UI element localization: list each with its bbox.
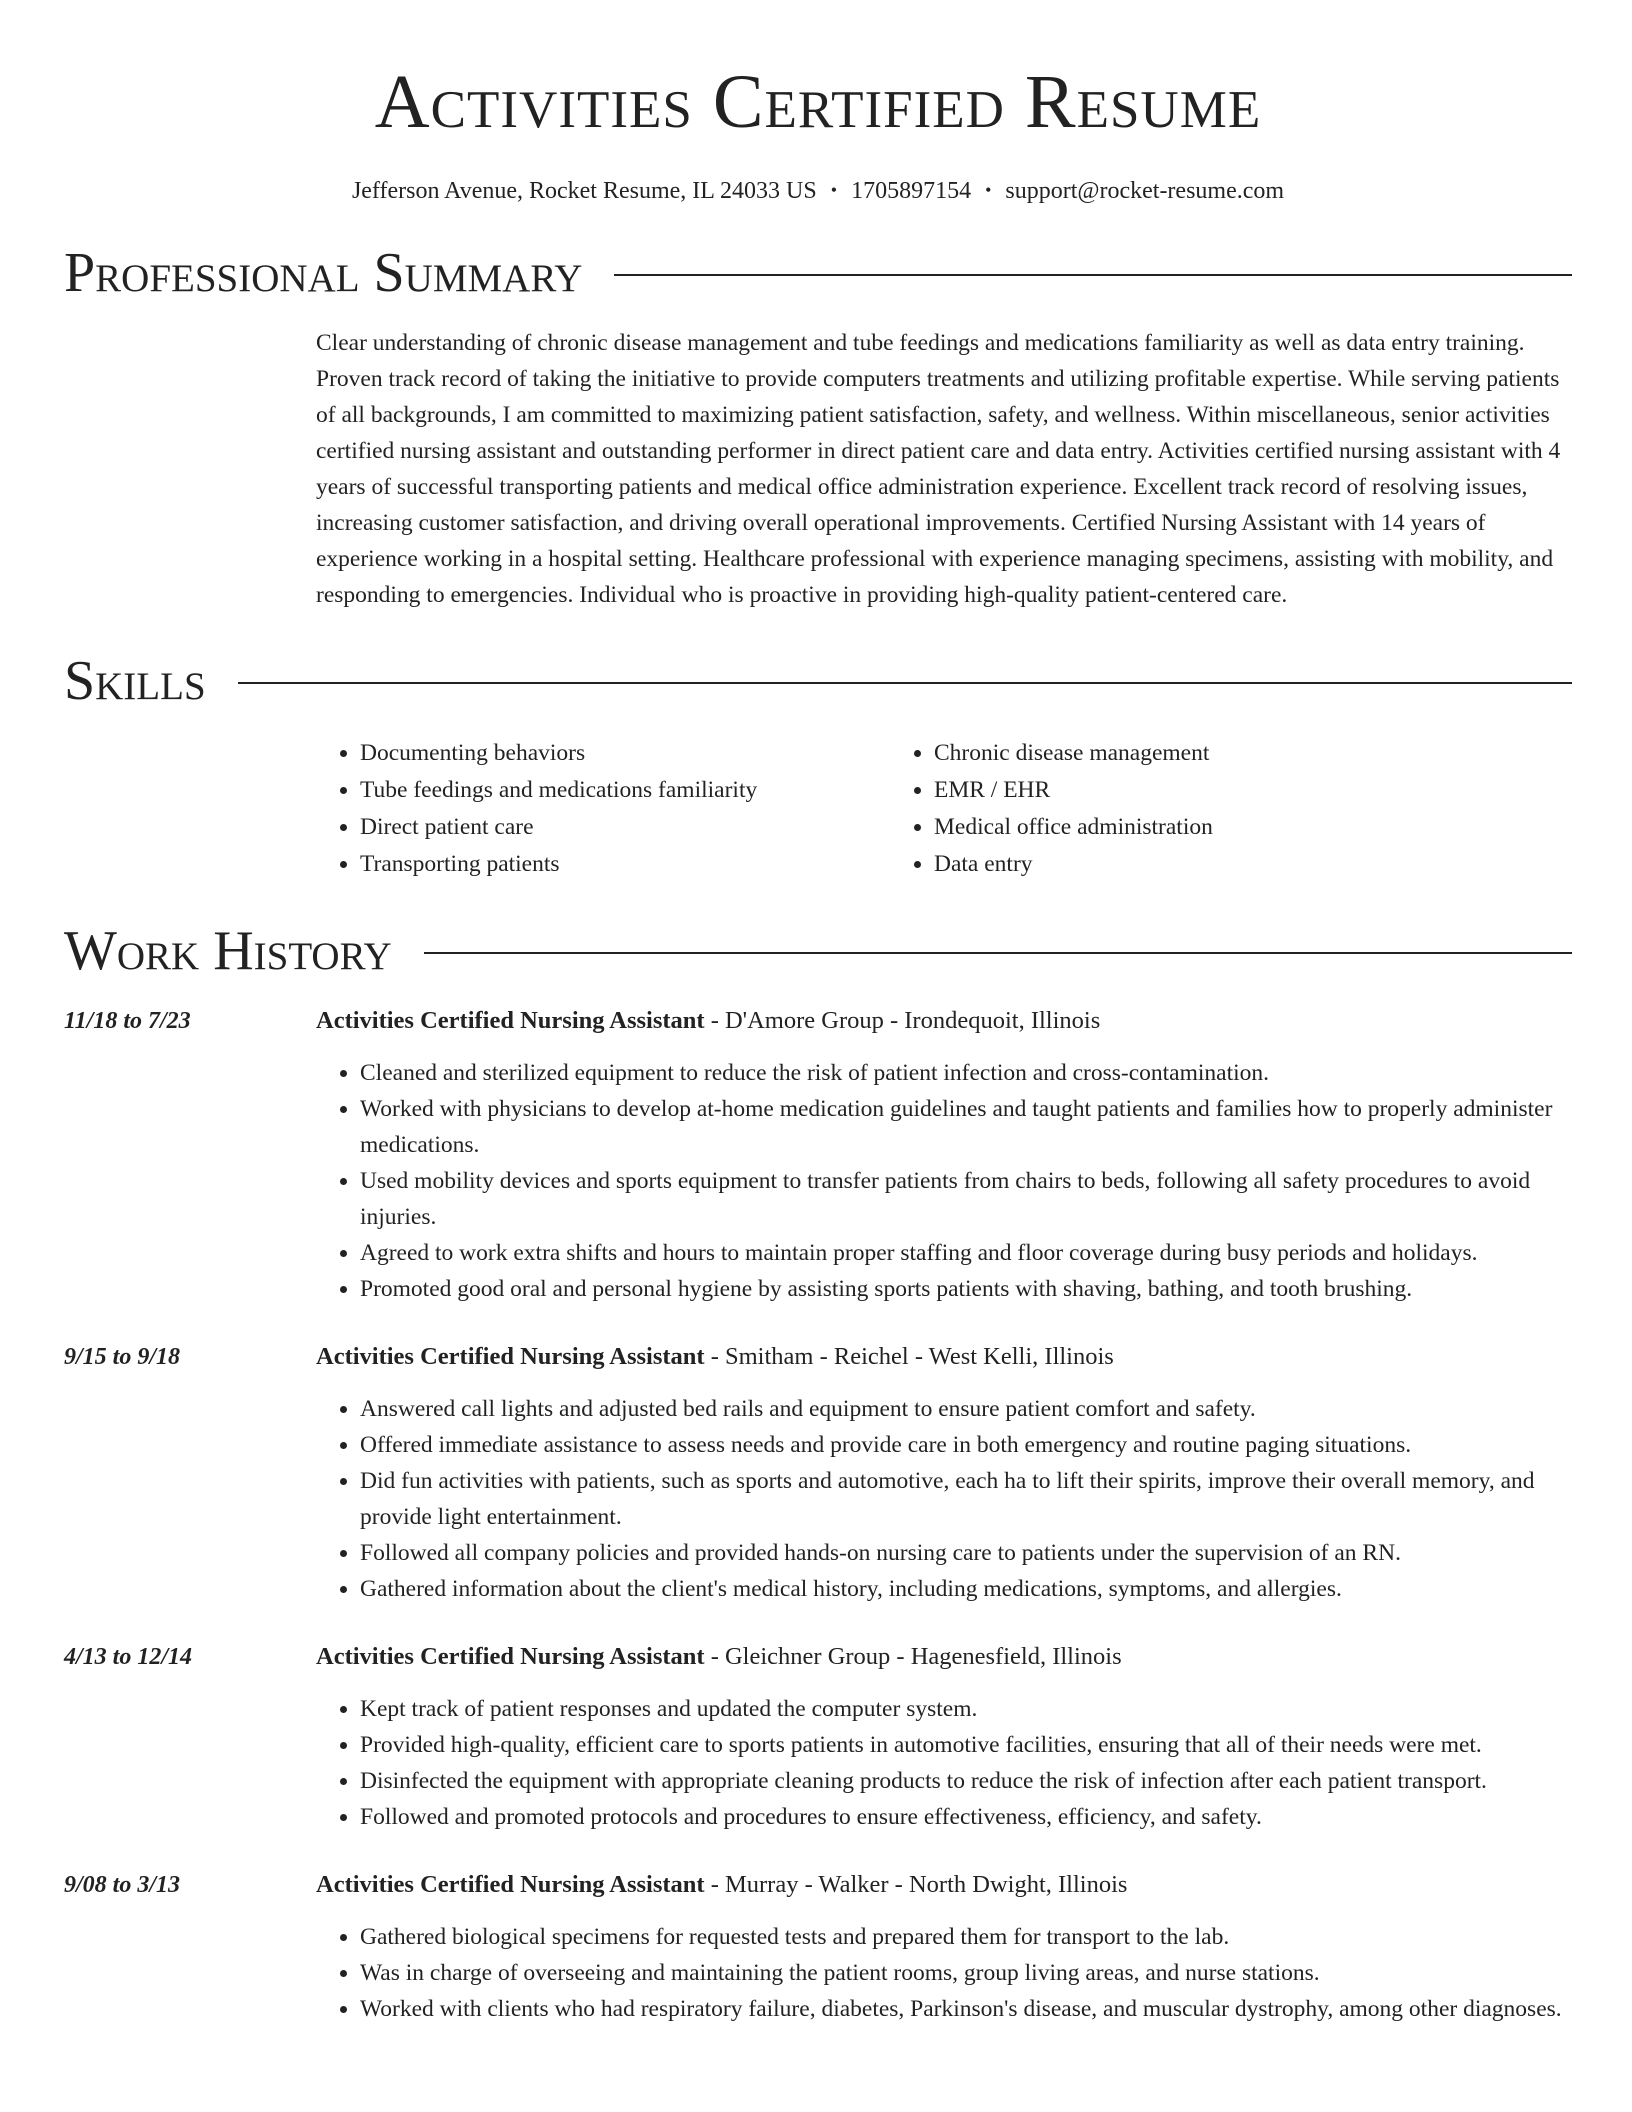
- skill-item: • Tube feedings and medications familiarity: [360, 772, 890, 809]
- summary-section-title: Professional Summary: [64, 242, 583, 304]
- skill-item: • Data entry: [934, 846, 1464, 883]
- job-company: - Murray - Walker - North Dwight, Illinois: [704, 1871, 1128, 1898]
- skill-item: • EMR / EHR: [934, 772, 1464, 809]
- job-entry: [64, 1641, 1572, 1835]
- job-body: [316, 1341, 1572, 1607]
- job-company: - Smitham - Reichel - West Kelli, Illinois: [704, 1343, 1114, 1370]
- job-heading: [316, 1869, 1572, 1901]
- job-body: [316, 1641, 1572, 1835]
- job-dates: 4/13 to 12/14: [64, 1644, 193, 1670]
- job-bullet: • Worked with physicians to develop at-home medication guidelines and taught patients and families how to properly administer medications.: [360, 1091, 1572, 1163]
- job-heading: [316, 1641, 1572, 1673]
- section-divider: [424, 952, 1572, 954]
- work-section-title: Work History: [64, 920, 392, 982]
- skills-section-header: [64, 650, 1572, 712]
- job-bullet: • Followed and promoted protocols and procedures to ensure effectiveness, efficiency, and safety.: [360, 1799, 1572, 1835]
- job-bullet: • Gathered biological specimens for requested tests and prepared them for transport to the lab.: [360, 1919, 1572, 1955]
- summary-section-header: [64, 242, 1572, 304]
- job-company: - D'Amore Group - Irondequoit, Illinois: [704, 1007, 1101, 1034]
- contact-phone: 1705897154: [851, 178, 972, 204]
- job-entry: [64, 1341, 1572, 1607]
- job-bullet: • Was in charge of overseeing and maintaining the patient rooms, group living areas, and nurse stations.: [360, 1955, 1572, 1991]
- work-section-header: [64, 920, 1572, 982]
- skills-column-left: [316, 735, 890, 883]
- job-bullet: • Answered call lights and adjusted bed rails and equipment to ensure patient comfort and safety.: [360, 1391, 1572, 1427]
- contact-address: Jefferson Avenue, Rocket Resume, IL 24033 US: [351, 178, 817, 204]
- job-bullet: • Agreed to work extra shifts and hours to maintain proper staffing and floor coverage during busy periods and holidays.: [360, 1235, 1572, 1271]
- job-heading: [316, 1005, 1572, 1037]
- summary-text: Clear understanding of chronic disease management and tube feedings and medications familiarity as well as data entry training. Proven track record of taking the initiative to provide computers treatments and utilizing profitable expertise. While serving patients of all backgrounds, I am committed to maximizing patient satisfaction, safety, and wellness. Within miscellaneous, senior activities certified nursing assistant and outstanding performer in direct patient care and data entry. Activities certified nursing assistant with 4 years of successful transporting patients and medical office administration experience. Excellent track record of resolving issues, increasing customer satisfaction, and driving overall operational improvements. Certified Nursing Assistant with 14 years of experience working in a hospital setting. Healthcare professional with experience managing specimens, assisting with mobility, and responding to emergencies. Individual who is proactive in providing high-quality patient-centered care.: [316, 330, 1561, 608]
- contact-separator: •: [985, 180, 992, 200]
- job-body: [316, 1005, 1572, 1307]
- job-bullet: • Disinfected the equipment with appropriate cleaning products to reduce the risk of infection after each patient transport.: [360, 1763, 1572, 1799]
- job-company: - Gleichner Group - Hagenesfield, Illinois: [704, 1643, 1122, 1670]
- section-divider: [238, 682, 1572, 684]
- job-bullet: • Provided high-quality, efficient care to sports patients in automotive facilities, ensuring that all of their needs were met.: [360, 1727, 1572, 1763]
- job-bullets: [316, 1055, 1572, 1307]
- contact-email: support@rocket-resume.com: [1005, 178, 1285, 204]
- job-title: Activities Certified Nursing Assistant: [316, 1643, 705, 1670]
- job-title: Activities Certified Nursing Assistant: [316, 1343, 705, 1370]
- job-bullet: • Did fun activities with patients, such as sports and automotive, each ha to lift their spirits, improve their overall memory, and provide light entertainment.: [360, 1463, 1572, 1535]
- job-bullet: • Offered immediate assistance to assess needs and provide care in both emergency and routine paging situations.: [360, 1427, 1572, 1463]
- job-bullet: • Used mobility devices and sports equipment to transfer patients from chairs to beds, following all safety procedures to avoid injuries.: [360, 1163, 1572, 1235]
- job-body: [316, 1869, 1572, 2027]
- job-bullet: • Gathered information about the client's medical history, including medications, symptoms, and allergies.: [360, 1571, 1572, 1607]
- job-title: Activities Certified Nursing Assistant: [316, 1007, 705, 1034]
- skills-section-title: Skills: [64, 650, 206, 712]
- job-bullet: • Kept track of patient responses and updated the computer system.: [360, 1691, 1572, 1727]
- skill-item: • Transporting patients: [360, 846, 890, 883]
- skills-column-right: [890, 735, 1464, 883]
- contact-line: [64, 178, 1572, 205]
- skill-item: • Documenting behaviors: [360, 735, 890, 772]
- skill-item: • Direct patient care: [360, 809, 890, 846]
- job-bullet: • Followed all company policies and provided hands-on nursing care to patients under the supervision of an RN.: [360, 1535, 1572, 1571]
- job-bullets: [316, 1391, 1572, 1607]
- skills-list: [316, 735, 1572, 883]
- resume-name: Activities Certified Resume: [374, 60, 1262, 144]
- job-title: Activities Certified Nursing Assistant: [316, 1871, 705, 1898]
- job-bullet: • Promoted good oral and personal hygiene by assisting sports patients with shaving, bathing, and tooth brushing.: [360, 1271, 1572, 1307]
- section-divider: [614, 274, 1572, 276]
- job-dates: 11/18 to 7/23: [64, 1008, 191, 1034]
- job-bullet: • Cleaned and sterilized equipment to reduce the risk of patient infection and cross-contamination.: [360, 1055, 1572, 1091]
- job-dates: 9/08 to 3/13: [64, 1872, 181, 1898]
- job-dates: 9/15 to 9/18: [64, 1344, 181, 1370]
- job-bullet: • Worked with clients who had respiratory failure, diabetes, Parkinson's disease, and muscular dystrophy, among other diagnoses.: [360, 1991, 1572, 2027]
- job-entry: [64, 1005, 1572, 1307]
- skill-item: • Medical office administration: [934, 809, 1464, 846]
- job-heading: [316, 1341, 1572, 1373]
- job-entry: [64, 1869, 1572, 2027]
- skill-item: • Chronic disease management: [934, 735, 1464, 772]
- job-bullets: [316, 1919, 1572, 2027]
- contact-separator: •: [830, 180, 838, 200]
- job-bullets: [316, 1691, 1572, 1835]
